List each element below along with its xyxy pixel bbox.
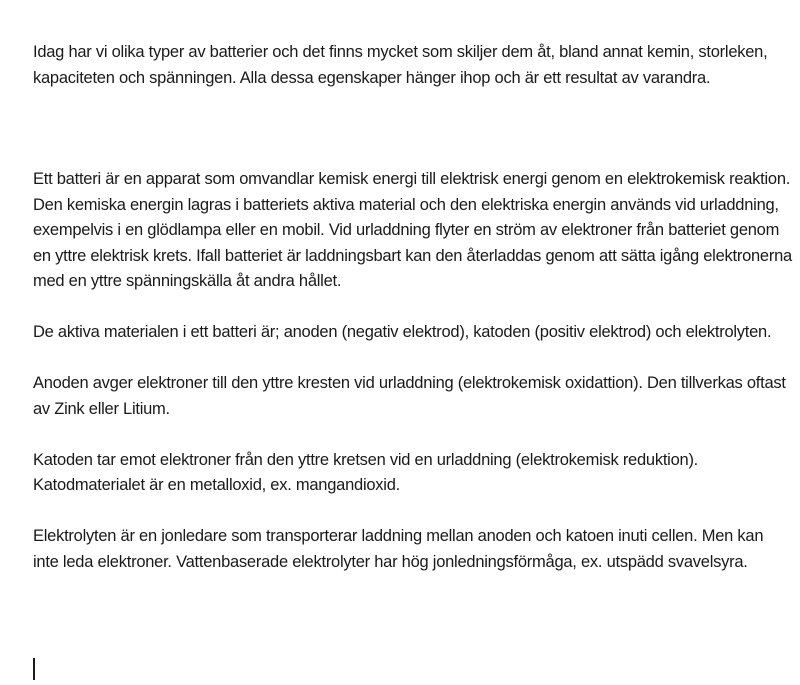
paragraph-electrolyte: Elektrolyten är en jonledare som transporterar laddning mellan anoden och katoen inuti cellen. Men kan inte leda elektroner. Vattenbaserade elektrolyter har hög jonledningsförmåga, ex. utspädd svavelsyra. <box>33 527 764 571</box>
paragraph-anode: Anoden avger elektroner till den yttre kresten vid urladdning (elektrokemisk oxidattion). Den tillverkas oftast av Zink eller Litium. <box>33 374 786 418</box>
paragraph-cathode: Katoden tar emot elektroner från den yttre kretsen vid en urladdning (elektrokemisk reduktion). Katodmaterialet är en metalloxid, ex. mangandioxid. <box>33 450 699 494</box>
text-cursor <box>33 658 35 680</box>
paragraph-battery-definition: Ett batteri är en apparat som omvandlar kemisk energi till elektrisk energi genom en elektrokemisk reaktion. Den kemiska energin lagras i batteriets aktiva material och den elektriska energin används vid urladdning, exempelvis i en glödlampa eller en mobil. Vid urladdning flyter en ström av elektroner från batteriet genom en yttre elektrisk krets. Ifall batteriet är laddningsbart kan den återladdas genom att sätta igång elektronerna med en yttre spänningskälla åt andra hållet. <box>33 170 792 290</box>
paragraph-intro: Idag har vi olika typer av batterier och det finns mycket som skiljer dem åt, bland annat kemin, storleken, kapaciteten och spänningen. Alla dessa egenskaper hänger ihop och är ett resultat av varandra. <box>33 43 768 87</box>
document-body[interactable] <box>33 40 793 601</box>
paragraph-active-materials: De aktiva materialen i ett batteri är; anoden (negativ elektrod), katoden (positiv elektrod) och elektrolyten. <box>33 323 772 341</box>
